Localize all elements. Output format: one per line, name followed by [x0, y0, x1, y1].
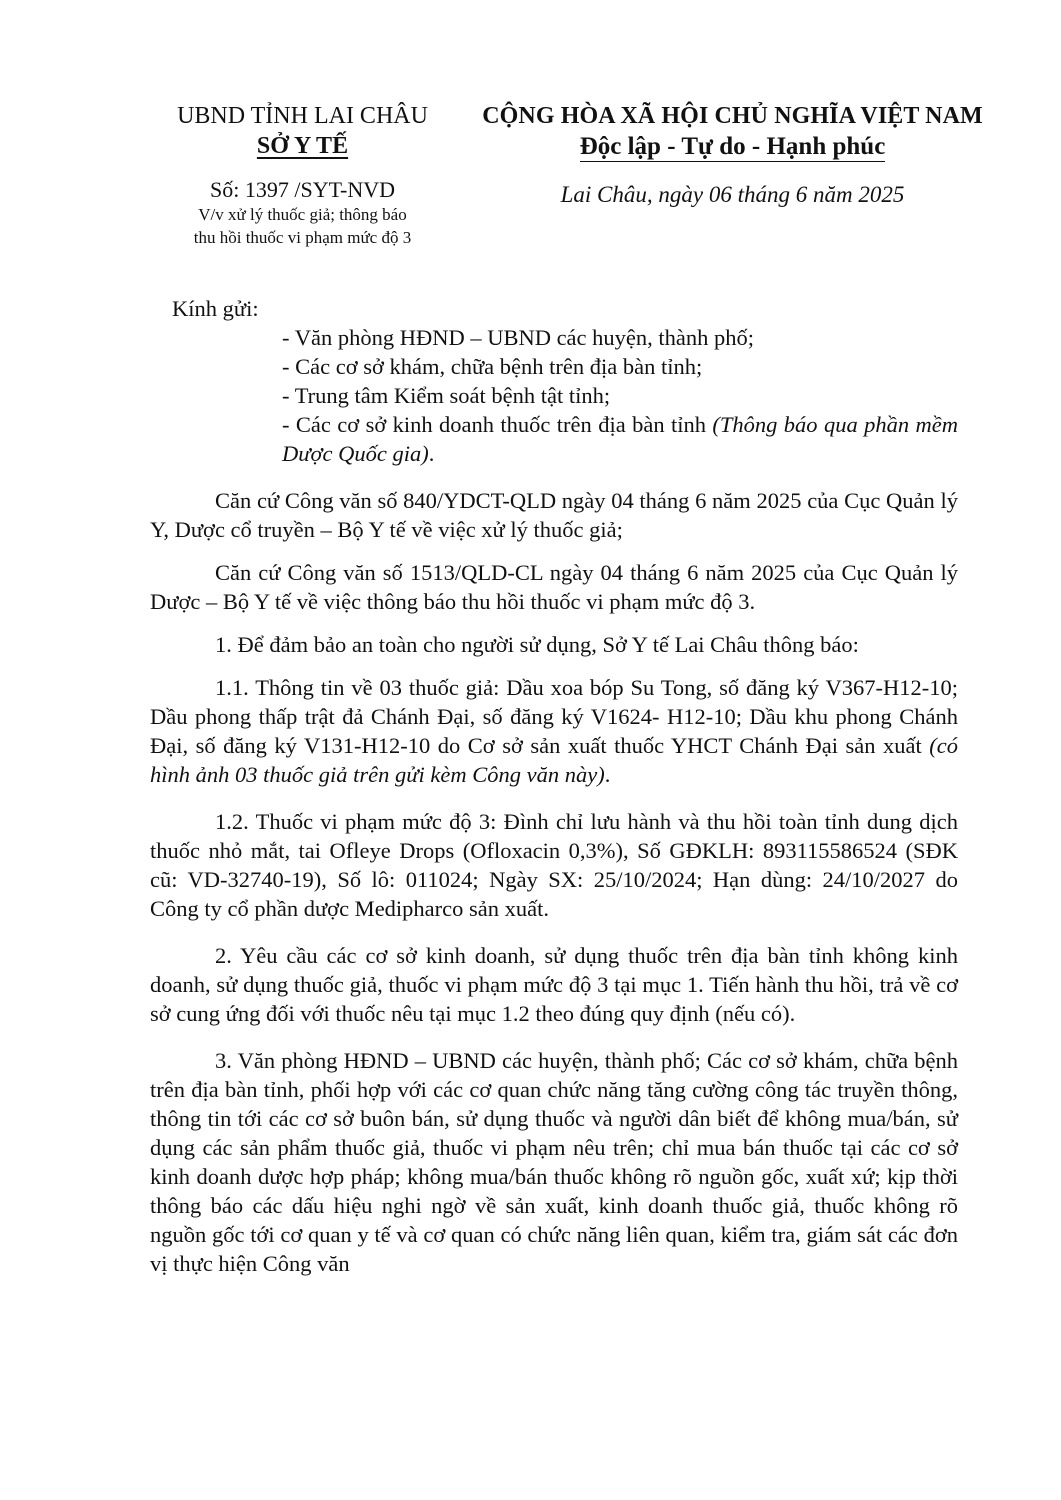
legal-basis-2: Căn cứ Công văn số 1513/QLD-CL ngày 04 tháng 6 năm 2025 của Cục Quản lý Dược – Bộ Y tế về việc thông báo thu hồi thuốc vi phạm mức độ 3.	[150, 560, 958, 614]
section-1-1-note: (có hình ảnh 03 thuốc giả trên gửi kèm Công văn này)	[150, 733, 958, 787]
recipients-label: Kính gửi:	[172, 296, 259, 321]
recipient-item-end: .	[428, 441, 435, 466]
national-motto	[455, 131, 1010, 163]
recipient-item	[282, 410, 958, 468]
motto-text: Độc lập - Tự do - Hạnh phúc	[579, 133, 886, 160]
section-3: 3. Văn phòng HĐND – UBND các huyện, thành phố; Các cơ sở khám, chữa bệnh trên địa bàn tỉnh, phối hợp với các cơ quan chức năng tăng cường công tác truyền thông, thông tin tới các cơ sở buôn bán, sử dụng thuốc và người dân biết để không mua/bán, sử dụng các sản phẩm thuốc giả, thuốc vi phạm nêu trên; chỉ mua bán thuốc tại các cơ sở kinh doanh dược hợp pháp; không mua/bán thuốc không rõ nguồn gốc, xuất xứ; kịp thời thông báo các dấu hiệu nghi ngờ về sản xuất, kinh doanh thuốc giả, thuốc không rõ nguồn gốc tới cơ quan y tế và cơ quan có chức năng liên quan, kiểm tra, giám sát các đơn vị thực hiện Công văn	[150, 1048, 958, 1276]
issue-date: Lai Châu, ngày 06 tháng 6 năm 2025	[560, 182, 905, 207]
document-body	[150, 294, 958, 1278]
recipient-item-note: (Thông báo qua phần mềm Dược Quốc gia)	[282, 412, 958, 466]
section-1: 1. Để đảm bảo an toàn cho người sử dụng, Sở Y tế Lai Châu thông báo:	[215, 632, 859, 657]
recipient-item: - Các cơ sở khám, chữa bệnh trên địa bàn tỉnh;	[282, 354, 703, 379]
recipient-item-text: - Các cơ sở kinh doanh thuốc trên địa bàn tỉnh	[282, 412, 713, 437]
legal-basis-1: Căn cứ Công văn số 840/YDCT-QLD ngày 04 tháng 6 năm 2025 của Cục Quản lý Y, Dược cổ truyền – Bộ Y tế về việc xử lý thuốc giả;	[150, 488, 958, 542]
subject-line-1: V/v xử lý thuốc giả; thông báo	[198, 205, 407, 224]
national-title-block	[455, 101, 1010, 209]
section-1-1-end: .	[604, 762, 611, 787]
issuing-department	[150, 131, 455, 161]
section-1-2: 1.2. Thuốc vi phạm mức độ 3: Đình chỉ lưu hành và thu hồi toàn tỉnh dung dịch thuốc nhỏ mắt, tai Ofleye Drops (Ofloxacin 0,3%), Số GĐKLH: 893115586524 (SĐK cũ: VD-32740-19), Số lô: 011024; Ngày SX: 25/10/2024; Hạn dùng: 24/10/2027 do Công ty cổ phần dược Medipharco sản xuất.	[150, 809, 958, 921]
recipients-list	[282, 323, 958, 468]
section-1-1-text: 1.1. Thông tin về 03 thuốc giả: Dầu xoa bóp Su Tong, số đăng ký V367-H12-10; Dầu phong thấp trật đả Chánh Đại, số đăng ký V1624- H12-10; Dầu khu phong Chánh Đại, số đăng ký V131-H12-10 do Cơ sở sản xuất thuốc YHCT Chánh Đại sản xuất	[150, 675, 958, 758]
issuer-block	[150, 101, 455, 249]
recipient-item: - Trung tâm Kiểm soát bệnh tật tỉnh;	[282, 383, 611, 408]
issuing-agency: UBND TỈNH LAI CHÂU	[177, 103, 428, 129]
document-number: Số: 1397 /SYT-NVD	[210, 177, 395, 202]
recipient-item: - Văn phòng HĐND – UBND các huyện, thành phố;	[282, 325, 755, 350]
section-2: 2. Yêu cầu các cơ sở kinh doanh, sử dụng thuốc trên địa bàn tỉnh không kinh doanh, sử dụng thuốc giả, thuốc vi phạm mức độ 3 tại mục 1. Tiến hành thu hồi, trả về cơ sở cung ứng đối với thuốc nêu tại mục 1.2 theo đúng quy định (nếu có).	[150, 943, 958, 1026]
department-name: SỞ Y TẾ	[256, 133, 349, 159]
section-1-1	[150, 673, 958, 789]
subject-line-2: thu hồi thuốc vi phạm mức độ 3	[193, 228, 412, 247]
nation-name: CỘNG HÒA XÃ HỘI CHỦ NGHĨA VIỆT NAM	[482, 103, 983, 129]
